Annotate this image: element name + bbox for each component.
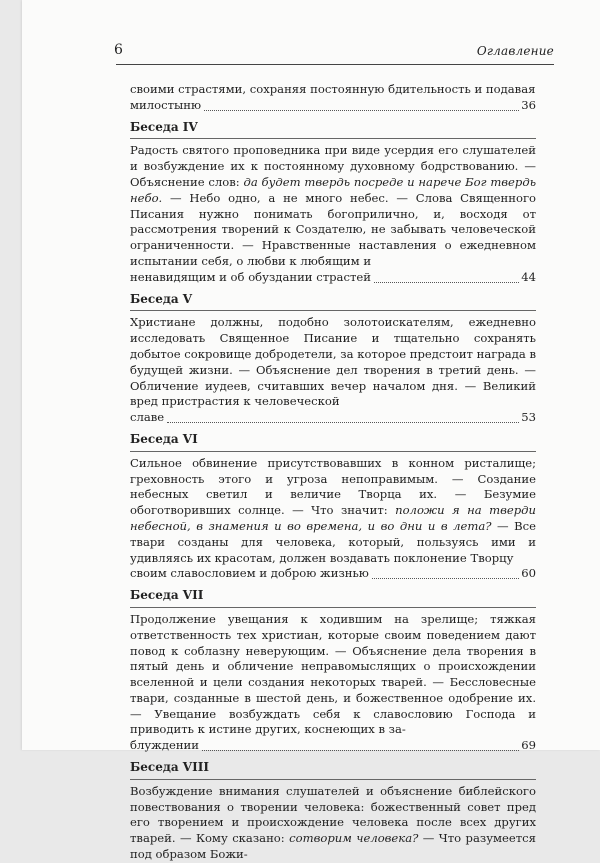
toc-entry-continued bbox=[130, 82, 536, 114]
entry-tail bbox=[130, 98, 536, 114]
page-number: 6 bbox=[114, 42, 123, 58]
toc-entry bbox=[130, 612, 536, 754]
toc-entry bbox=[130, 315, 536, 426]
entry-page-number[interactable]: 44 bbox=[521, 269, 536, 284]
dot-leader bbox=[372, 577, 519, 579]
section-title: Беседа VII bbox=[130, 588, 536, 608]
entry-tail-text: славе bbox=[130, 410, 165, 425]
entry-text: своими страстями, сохраняя постоянную бдительность и подавая bbox=[130, 82, 536, 96]
section-title: Беседа VIII bbox=[130, 760, 536, 780]
entry-tail bbox=[130, 738, 536, 754]
toc-entry bbox=[130, 784, 536, 863]
page-header bbox=[116, 38, 554, 65]
entry-text: Христиане должны, подобно золотоискателям, ежедневно исследовать Священное Писание и тщательно сохранять добытое сокровище добродетели, за которое предстоит награда в будущей жизни. — Объяснение дел творения в третий день. — Обличение иудеев, считавших вечер началом дня. — Великий вред пристрастия к человеческой bbox=[130, 315, 536, 409]
section-title: Беседа IV bbox=[130, 120, 536, 140]
entry-tail-text: своим славословием и доброю жизнью bbox=[130, 566, 369, 581]
section-title: Беседа V bbox=[130, 292, 536, 312]
entry-tail-text: ненавидящим и об обуздании страстей bbox=[130, 269, 371, 284]
entry-tail-text: блуждении bbox=[130, 738, 200, 753]
entry-tail bbox=[130, 566, 536, 582]
entry-tail-text: милостыню bbox=[130, 97, 202, 112]
running-head: Оглавление bbox=[476, 44, 554, 58]
entry-page-number[interactable]: 60 bbox=[521, 566, 536, 581]
toc-entry bbox=[130, 143, 536, 285]
entry-text: Радость святого проповедника при виде усердия его слушателей и возбуждение их к постоянному духовному бодрствованию. — Объяснение слов: да будет твердь посреде и нарече Бог твердь небо. — Небо одно, а не много небес. — Слова Священного Писания нужно понимать богоприлично, и, восходя от рассмотрения творений к Создателю, не забывать человеческой ограниченности. — Нравственные наставления о ежедневном испытании себя, о любви к любящим и bbox=[130, 143, 537, 268]
entry-text: Сильное обвинение присутствовавших в конном ристалище; греховность этого и угроза непоправимым. — Создание небесных светил и величие Творца их. — Безумие обоготворивших солнце. — Что значит: положи я на тверди небесной, в знамения и во времена, и во дни и в лета? — Все твари созданы для человека, который, пользуясь ими и удивляясь их красотам, должен воздавать поклонение Творцу bbox=[130, 455, 536, 565]
book-page bbox=[22, 0, 600, 862]
entry-text: Продолжение увещания к ходившим на зрелище; тяжкая ответственность тех христиан, которые своим поведением дают повод к соблазну неверующим. — Объяснение дела творения в пятый день и обличение неправомыслящих о происхождении вселенной и цели создания некоторых тварей. — Бессловесные твари, созданные в шестой день, и божественное одобрение их. — Увещание возбуждать себя к славословию Господа и приводить к истине других, коснеющих в за- bbox=[130, 611, 536, 737]
entry-text: Возбуждение внимания слушателей и объяснение библейского повествования о творении человека: божественный совет пред его творением и происхождение человека после всех других тварей. — Кому сказано: сотворим человека? — Что разумеется под образом Божи- bbox=[130, 783, 536, 862]
dot-leader bbox=[204, 109, 519, 111]
toc-entry bbox=[130, 456, 536, 582]
toc-content bbox=[130, 82, 536, 863]
dot-leader bbox=[202, 749, 519, 751]
entry-page-number[interactable]: 36 bbox=[521, 97, 536, 112]
entry-page-number[interactable]: 69 bbox=[521, 738, 536, 753]
entry-page-number[interactable]: 53 bbox=[521, 410, 536, 425]
dot-leader bbox=[167, 421, 519, 423]
entry-tail bbox=[130, 270, 536, 286]
dot-leader bbox=[374, 281, 519, 283]
entry-tail bbox=[130, 410, 536, 426]
section-title: Беседа VI bbox=[130, 432, 536, 452]
